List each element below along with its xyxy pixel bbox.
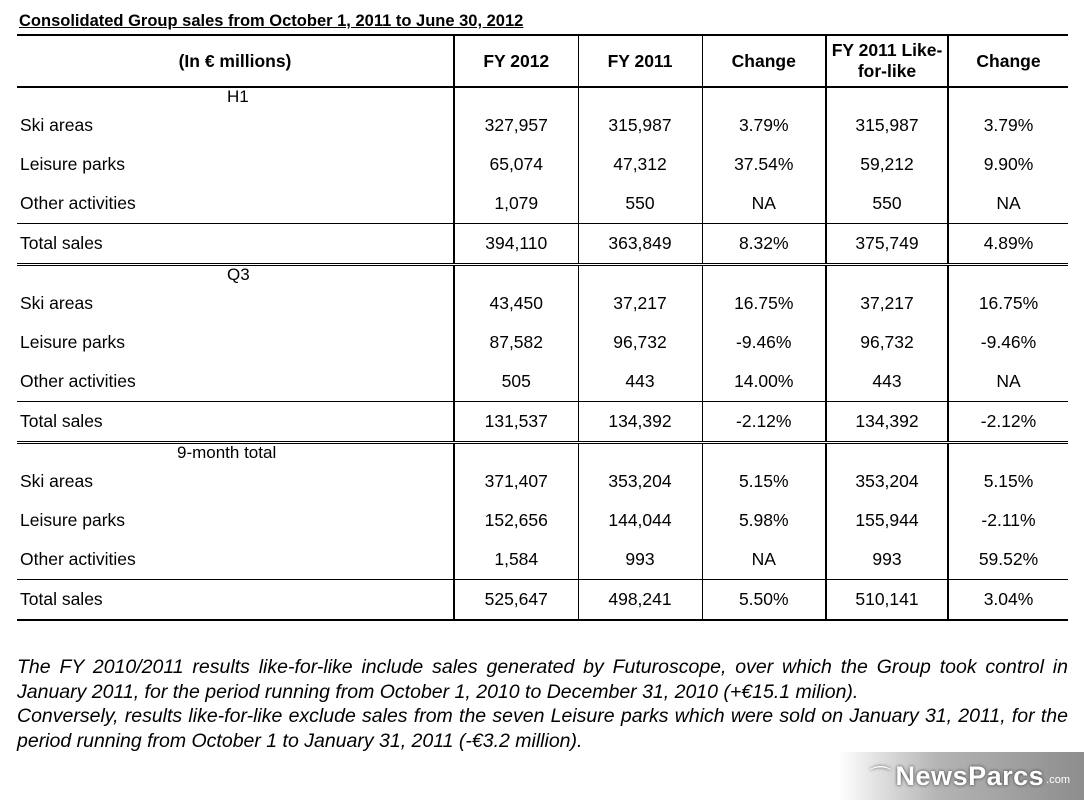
- section-label: Q3: [227, 265, 250, 284]
- cell-change2: 16.75%: [978, 293, 1039, 313]
- section-spacer-cell: [702, 265, 826, 285]
- cell-change: 14.00%: [702, 362, 826, 402]
- section-header-row: [17, 443, 1068, 463]
- cell-fy2012: 152,656: [454, 501, 578, 540]
- header-change-lfl: Change: [948, 35, 1068, 87]
- section-spacer-cell: [826, 443, 948, 463]
- section-label: H1: [227, 87, 249, 106]
- cell-change: -9.46%: [702, 323, 826, 362]
- section-spacer-cell: [702, 87, 826, 106]
- cell-fy2012: 1,584: [454, 540, 578, 580]
- cell-fy2011: 315,987: [578, 106, 702, 145]
- section-spacer-cell: [578, 87, 702, 106]
- cell-change: -2.12%: [702, 402, 826, 443]
- row-label: Other activities: [20, 371, 136, 391]
- row-label: Total sales: [17, 402, 454, 443]
- cell-fy2012: 505: [454, 362, 578, 402]
- row-label: Leisure parks: [20, 510, 126, 530]
- cell-fy2012: 131,537: [454, 402, 578, 443]
- row-label: Ski areas: [20, 115, 93, 135]
- section-spacer-cell: [948, 87, 1068, 106]
- sales-table: [17, 34, 1068, 621]
- cell-fy2011: 550: [578, 184, 702, 224]
- cell-fy2012: 43,450: [454, 284, 578, 323]
- section-spacer-cell: [948, 443, 1068, 463]
- cell-lfl: 375,749: [826, 224, 948, 265]
- table-row: [17, 462, 1068, 501]
- footnote-paragraph-2: Conversely, results like-for-like exclude sales from the seven Leisure parks which were sold on January 31, 2011, for the period running from October 1 to January 31, 2011 (-€3.2 million).: [17, 705, 1068, 752]
- cell-lfl: 315,987: [826, 106, 948, 145]
- row-label: Total sales: [17, 224, 454, 265]
- header-row: [17, 35, 1068, 87]
- section-spacer-cell: [826, 265, 948, 285]
- cell-lfl: 353,204: [826, 462, 948, 501]
- section-spacer-cell: [578, 443, 702, 463]
- cell-fy2012: 371,407: [454, 462, 578, 501]
- row-label: Leisure parks: [20, 332, 126, 352]
- table-row: [17, 501, 1068, 540]
- table-row: [17, 184, 1068, 224]
- section-header-row: [17, 87, 1068, 106]
- footnote-paragraph-1: The FY 2010/2011 results like-for-like include sales generated by Futuroscope, over which the Group took control in January 2011, for the period running from October 1, 2010 to December 31, 2010 (+€15.1 milion).: [17, 656, 1068, 703]
- row-label: Leisure parks: [20, 154, 126, 174]
- total-row: [17, 224, 1068, 265]
- cell-lfl: 443: [826, 362, 948, 402]
- cell-change: 8.32%: [702, 224, 826, 265]
- cell-change2: 9.90%: [983, 154, 1034, 174]
- cell-lfl: 155,944: [826, 501, 948, 540]
- header-lfl-line2: for-like: [857, 61, 917, 81]
- cell-fy2011: 37,217: [578, 284, 702, 323]
- cell-fy2011: 134,392: [578, 402, 702, 443]
- cell-lfl: 96,732: [826, 323, 948, 362]
- cell-fy2012: 87,582: [454, 323, 578, 362]
- cell-change: 5.15%: [702, 462, 826, 501]
- cell-change2: 3.79%: [983, 115, 1034, 135]
- header-lfl-line1: FY 2011 Like-: [831, 40, 943, 60]
- cell-change2: 3.04%: [948, 580, 1068, 621]
- cell-fy2011: 144,044: [578, 501, 702, 540]
- header-fy2012: FY 2012: [454, 35, 578, 87]
- section-spacer-cell: [454, 265, 578, 285]
- watermark-suffix: .com: [1046, 774, 1070, 786]
- cell-fy2011: 498,241: [578, 580, 702, 621]
- cell-fy2011: 363,849: [578, 224, 702, 265]
- section-spacer-cell: [948, 265, 1068, 285]
- header-unit: (In € millions): [17, 35, 454, 87]
- footnote: [17, 655, 1068, 753]
- cell-lfl: 510,141: [826, 580, 948, 621]
- cell-change: NA: [702, 184, 826, 224]
- header-change: Change: [702, 35, 826, 87]
- section-spacer-cell: [826, 87, 948, 106]
- cell-change2: -2.11%: [981, 510, 1036, 530]
- cell-change: 3.79%: [702, 106, 826, 145]
- cell-change2: -2.12%: [948, 402, 1068, 443]
- section-header-row: [17, 265, 1068, 285]
- cell-lfl: 59,212: [826, 145, 948, 184]
- cell-change2: -9.46%: [980, 332, 1037, 352]
- row-label: Ski areas: [20, 471, 93, 491]
- row-label: Ski areas: [20, 293, 93, 313]
- section-spacer-cell: [454, 443, 578, 463]
- table-row: [17, 362, 1068, 402]
- header-fy2011-lfl: [826, 35, 948, 87]
- row-label: Other activities: [20, 549, 136, 569]
- table-row: [17, 284, 1068, 323]
- table-title: Consolidated Group sales from October 1, 2011 to June 30, 2012: [19, 12, 524, 30]
- cell-fy2011: 96,732: [578, 323, 702, 362]
- section-spacer-cell: [578, 265, 702, 285]
- cell-lfl: 993: [826, 540, 948, 580]
- cell-change2: 4.89%: [948, 224, 1068, 265]
- watermark-brand: NewsParcs: [895, 760, 1045, 791]
- header-fy2011: FY 2011: [578, 35, 702, 87]
- total-row: [17, 402, 1068, 443]
- cell-lfl: 37,217: [826, 284, 948, 323]
- cell-fy2012: 394,110: [454, 224, 578, 265]
- cell-fy2012: 1,079: [454, 184, 578, 224]
- total-row: [17, 580, 1068, 621]
- cell-fy2011: 353,204: [578, 462, 702, 501]
- cell-change: 5.98%: [702, 501, 826, 540]
- cell-fy2012: 327,957: [454, 106, 578, 145]
- cell-lfl: 550: [826, 184, 948, 224]
- rollercoaster-icon: ⌒: [869, 764, 892, 790]
- cell-change: 16.75%: [702, 284, 826, 323]
- cell-fy2011: 47,312: [578, 145, 702, 184]
- section-spacer-cell: [454, 87, 578, 106]
- cell-change: NA: [702, 540, 826, 580]
- cell-fy2012: 525,647: [454, 580, 578, 621]
- section-label: 9-month total: [177, 443, 277, 462]
- cell-fy2011: 993: [578, 540, 702, 580]
- cell-change: 5.50%: [702, 580, 826, 621]
- table-row: [17, 145, 1068, 184]
- cell-fy2012: 65,074: [454, 145, 578, 184]
- table-row: [17, 540, 1068, 580]
- row-label: Other activities: [20, 193, 136, 213]
- cell-change2: NA: [996, 193, 1021, 213]
- cell-lfl: 134,392: [826, 402, 948, 443]
- table-row: [17, 323, 1068, 362]
- cell-change2: 59.52%: [978, 549, 1039, 569]
- row-label: Total sales: [17, 580, 454, 621]
- table-row: [17, 106, 1068, 145]
- cell-change2: 5.15%: [983, 471, 1034, 491]
- cell-fy2011: 443: [578, 362, 702, 402]
- newsparcs-watermark: [838, 752, 1084, 800]
- cell-change2: NA: [996, 371, 1021, 391]
- cell-change: 37.54%: [702, 145, 826, 184]
- section-spacer-cell: [702, 443, 826, 463]
